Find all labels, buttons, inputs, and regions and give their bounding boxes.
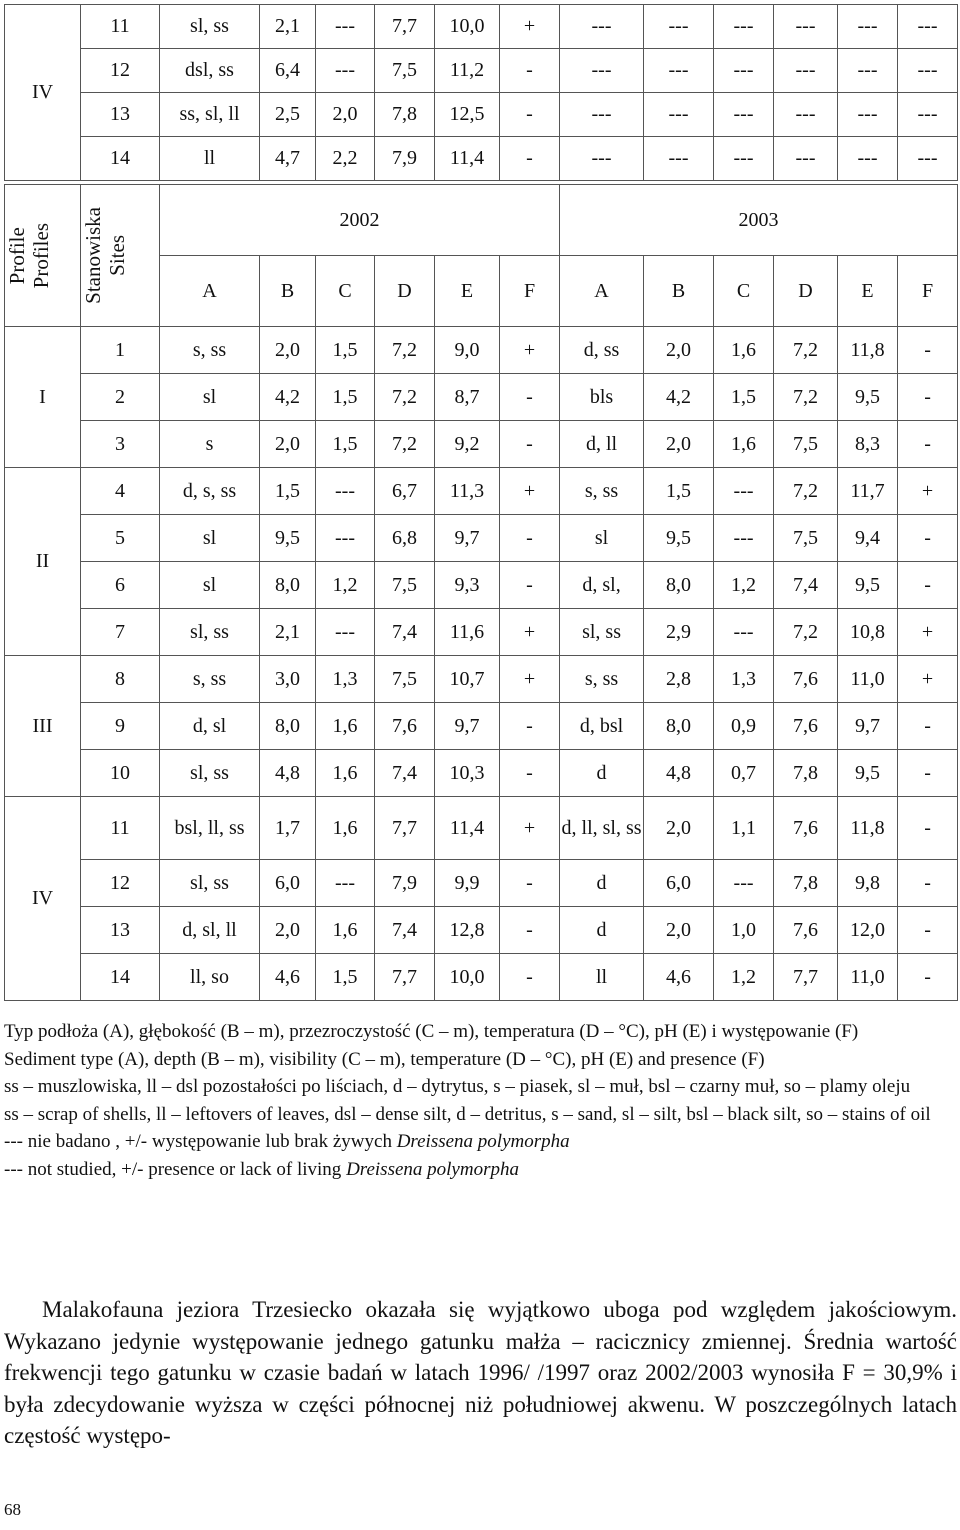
table-cell: 7,7 — [375, 954, 435, 1001]
year-2003-header: 2003 — [560, 185, 958, 256]
table-cell: d, sl — [160, 703, 260, 750]
table-cell: 10 — [81, 750, 160, 797]
table-cell: sl, ss — [160, 5, 260, 49]
table-cell: 1,5 — [714, 374, 774, 421]
table-cell: --- — [714, 609, 774, 656]
table-cell: 0,9 — [714, 703, 774, 750]
table-cell: 3 — [81, 421, 160, 468]
table-cell: - — [500, 750, 560, 797]
table-cell: --- — [316, 5, 375, 49]
table-cell: 7,4 — [375, 907, 435, 954]
table-cell: 7,8 — [375, 93, 435, 137]
table-cell: 2,1 — [260, 5, 316, 49]
table-row — [5, 468, 958, 515]
table-cell: 13 — [81, 907, 160, 954]
profile-cell: III — [5, 656, 81, 797]
table-cell: 7,2 — [375, 327, 435, 374]
table-cell: --- — [714, 137, 774, 181]
table-cell: 11,0 — [838, 954, 898, 1001]
table-cell: 7,7 — [774, 954, 838, 1001]
table-row — [5, 49, 958, 93]
table-cell: ll — [560, 954, 644, 1001]
table-cell: --- — [714, 49, 774, 93]
table-cell: 6,0 — [644, 860, 714, 907]
table-cell: 13 — [81, 93, 160, 137]
table-row — [5, 954, 958, 1001]
table-cell: 2,0 — [644, 327, 714, 374]
table-cell: --- — [714, 93, 774, 137]
table-cell: 11 — [81, 797, 160, 860]
table-cell: d — [560, 907, 644, 954]
table-cell: 1,5 — [260, 468, 316, 515]
table-cell: --- — [714, 515, 774, 562]
table-cell: 7,2 — [774, 609, 838, 656]
table-cell: s — [160, 421, 260, 468]
table-cell: 11,8 — [838, 797, 898, 860]
table-cell: --- — [898, 137, 958, 181]
table-cell: 1,6 — [316, 703, 375, 750]
table-cell: 11,3 — [435, 468, 500, 515]
table-cell: - — [500, 49, 560, 93]
table-row — [5, 515, 958, 562]
table-cell: 2,9 — [644, 609, 714, 656]
table-cell: 5 — [81, 515, 160, 562]
table-cell: 4,6 — [644, 954, 714, 1001]
table-cell: - — [500, 860, 560, 907]
table-cell: 4,8 — [644, 750, 714, 797]
profile-cell: II — [5, 468, 81, 656]
table-cell: 1,2 — [316, 562, 375, 609]
table-cell: - — [500, 137, 560, 181]
table-cell: --- — [316, 515, 375, 562]
table-cell: 9,5 — [644, 515, 714, 562]
table-row — [5, 703, 958, 750]
table-cell: s, ss — [560, 468, 644, 515]
table-cell: 2,0 — [260, 907, 316, 954]
table-cell: 12,5 — [435, 93, 500, 137]
table-cell: 7,5 — [774, 515, 838, 562]
table-cell: 1,5 — [316, 421, 375, 468]
table-cell: - — [500, 515, 560, 562]
table-cell: --- — [560, 137, 644, 181]
table-cell: 1,6 — [316, 750, 375, 797]
column-header: D — [774, 256, 838, 327]
note-legend-pl: Typ podłoża (A), głębokość (B – m), przezroczystość (C – m), temperatura (D – °C), pH (E) i występowanie (F) — [4, 1021, 859, 1042]
species-name: Dreissena polymorpha — [346, 1158, 519, 1180]
table-cell: 2,5 — [260, 93, 316, 137]
table-cell: - — [898, 797, 958, 860]
table-cell: 4 — [81, 468, 160, 515]
table-cell: --- — [898, 5, 958, 49]
table-cell: 9,5 — [838, 562, 898, 609]
table-cell: 12,8 — [435, 907, 500, 954]
column-header: F — [500, 256, 560, 327]
table-cell: 8,0 — [644, 562, 714, 609]
table-cell: 11 — [81, 5, 160, 49]
table-cell: 9,9 — [435, 860, 500, 907]
body-text — [4, 1294, 957, 1452]
table-cell: 2,0 — [316, 93, 375, 137]
table-cell: 1,2 — [714, 954, 774, 1001]
column-header: C — [714, 256, 774, 327]
table-cell: 2,8 — [644, 656, 714, 703]
table-cell: 8,3 — [838, 421, 898, 468]
table-cell: 6,8 — [375, 515, 435, 562]
table-cell: 12 — [81, 860, 160, 907]
table-cell: ll, so — [160, 954, 260, 1001]
table-cell: 8,0 — [260, 703, 316, 750]
table-cell: --- — [774, 137, 838, 181]
table-cell: --- — [838, 49, 898, 93]
table-cell: --- — [644, 5, 714, 49]
table-cell: d — [560, 750, 644, 797]
table-cell: 2,2 — [316, 137, 375, 181]
table-cell: - — [898, 421, 958, 468]
table-cell: 7,2 — [375, 374, 435, 421]
column-header: B — [260, 256, 316, 327]
table-cell: d, s, ss — [160, 468, 260, 515]
table-cell: 7,6 — [774, 656, 838, 703]
table-cell: - — [898, 374, 958, 421]
table-cell: - — [898, 562, 958, 609]
table-cell: 6,4 — [260, 49, 316, 93]
table-cell: 4,8 — [260, 750, 316, 797]
column-header: F — [898, 256, 958, 327]
profile-cell: IV — [5, 797, 81, 1001]
profile-cell: I — [5, 327, 81, 468]
table-cell: d, bsl — [560, 703, 644, 750]
table-cell: - — [500, 907, 560, 954]
sites-header: Stanowiska Sites — [81, 185, 160, 327]
table-cell: - — [500, 93, 560, 137]
table-cell: bls — [560, 374, 644, 421]
table-cell: 11,8 — [838, 327, 898, 374]
table-cell: - — [898, 954, 958, 1001]
column-header: D — [375, 256, 435, 327]
table-row — [5, 327, 958, 374]
table-cell: s, ss — [160, 656, 260, 703]
note-legend-en: Sediment type (A), depth (B – m), visibility (C – m), temperature (D – °C), pH (E) and presence (F) — [4, 1048, 765, 1070]
table-cell: 7,6 — [774, 907, 838, 954]
table-cell: dsl, ss — [160, 49, 260, 93]
table-cell: 8 — [81, 656, 160, 703]
table-cell: + — [500, 468, 560, 515]
profile-header: Profile Profiles — [5, 185, 81, 327]
table-cell: 1,3 — [714, 656, 774, 703]
table-row — [5, 750, 958, 797]
table-cell: sl, ss — [560, 609, 644, 656]
table-row — [5, 5, 958, 49]
table-cell: 4,6 — [260, 954, 316, 1001]
table-cell: - — [500, 374, 560, 421]
table-cell: --- — [774, 93, 838, 137]
table-cell: --- — [714, 860, 774, 907]
table-cell: + — [500, 609, 560, 656]
table-cell: 11,7 — [838, 468, 898, 515]
table-cell: 8,0 — [644, 703, 714, 750]
table-cell: 7,2 — [774, 327, 838, 374]
table-cell: - — [898, 327, 958, 374]
table-row — [5, 137, 958, 181]
species-name: Dreissena polymorpha — [396, 1131, 570, 1152]
table-cell: bsl, ll, ss — [160, 797, 260, 860]
column-header: B — [644, 256, 714, 327]
table-cell: + — [500, 327, 560, 374]
table-cell: 9,7 — [838, 703, 898, 750]
table-cell: --- — [714, 5, 774, 49]
table-cell: 9,0 — [435, 327, 500, 374]
table-cell: 7,4 — [774, 562, 838, 609]
table-cell: --- — [838, 93, 898, 137]
table-cell: + — [898, 656, 958, 703]
table-cell: 10,7 — [435, 656, 500, 703]
table-cell: 7,6 — [375, 703, 435, 750]
table-cell: - — [500, 703, 560, 750]
table-cell: 7,4 — [375, 750, 435, 797]
table-cell: --- — [774, 5, 838, 49]
table-cell: s, ss — [160, 327, 260, 374]
table-cell: 11,4 — [435, 797, 500, 860]
table-cell: 1,5 — [316, 327, 375, 374]
table-cell: 1,6 — [316, 907, 375, 954]
year-header-row — [5, 185, 958, 256]
table-cell: 1,1 — [714, 797, 774, 860]
table-cell: 14 — [81, 954, 160, 1001]
table-cell: sl — [160, 374, 260, 421]
table-cell: 1,6 — [714, 327, 774, 374]
page-number: 68 — [4, 1500, 21, 1519]
table-cell: 7,5 — [774, 421, 838, 468]
table-row — [5, 421, 958, 468]
column-header: E — [435, 256, 500, 327]
table-cell: 9 — [81, 703, 160, 750]
table-cell: 1,5 — [316, 954, 375, 1001]
column-header: E — [838, 256, 898, 327]
table-row — [5, 907, 958, 954]
table-cell: 2 — [81, 374, 160, 421]
table-cell: - — [500, 562, 560, 609]
table-cell: s, ss — [560, 656, 644, 703]
table-cell: 1,6 — [714, 421, 774, 468]
table-row — [5, 609, 958, 656]
table-row — [5, 562, 958, 609]
table-cell: ss, sl, ll — [160, 93, 260, 137]
sediment-table — [4, 184, 958, 1001]
table-cell: 9,2 — [435, 421, 500, 468]
table-cell: 1 — [81, 327, 160, 374]
table-cell: 7,5 — [375, 562, 435, 609]
table-cell: - — [898, 860, 958, 907]
table-cell: --- — [560, 93, 644, 137]
table-cell: 10,0 — [435, 5, 500, 49]
note-symbols-en: --- not studied, +/- presence or lack of living Dreissena polymorpha — [4, 1158, 519, 1180]
note-symbols-pl: --- nie badano , +/- występowanie lub brak żywych Dreissena polymorpha — [4, 1131, 570, 1152]
table-cell: 14 — [81, 137, 160, 181]
table-cell: sl, ss — [160, 860, 260, 907]
table-cell: 12,0 — [838, 907, 898, 954]
table-cell: - — [500, 421, 560, 468]
table-cell: 7,9 — [375, 137, 435, 181]
table-cell: --- — [898, 93, 958, 137]
table-cell: 9,5 — [260, 515, 316, 562]
table-notes — [4, 1018, 957, 1183]
table-cell: 0,7 — [714, 750, 774, 797]
table-cell: 11,2 — [435, 49, 500, 93]
table-cell: 9,3 — [435, 562, 500, 609]
table-cell: --- — [316, 49, 375, 93]
table-cell: - — [898, 750, 958, 797]
table-cell: 10,8 — [838, 609, 898, 656]
table-cell: 9,5 — [838, 750, 898, 797]
table-cell: d, ll — [560, 421, 644, 468]
table-cell: 11,0 — [838, 656, 898, 703]
table-cell: ll — [160, 137, 260, 181]
table-cell: 9,5 — [838, 374, 898, 421]
column-header: A — [560, 256, 644, 327]
table-cell: d, ss — [560, 327, 644, 374]
table-cell: + — [898, 609, 958, 656]
table-cell: 4,2 — [644, 374, 714, 421]
table-cell: --- — [316, 609, 375, 656]
table-cell: --- — [560, 5, 644, 49]
table-cell: --- — [644, 49, 714, 93]
table-row — [5, 93, 958, 137]
table-cell: 7,5 — [375, 49, 435, 93]
table-cell: --- — [644, 93, 714, 137]
table-cell: + — [500, 797, 560, 860]
column-header: C — [316, 256, 375, 327]
table-cell: sl — [560, 515, 644, 562]
table-cell: --- — [316, 860, 375, 907]
table-cell: - — [898, 515, 958, 562]
table-cell: 12 — [81, 49, 160, 93]
table-cell: 4,2 — [260, 374, 316, 421]
table-cell: 9,7 — [435, 703, 500, 750]
profile-cell: IV — [5, 5, 81, 181]
table-cell: 2,0 — [644, 421, 714, 468]
table-cell: 7,8 — [774, 750, 838, 797]
table-cell: --- — [898, 49, 958, 93]
table-cell: 8,7 — [435, 374, 500, 421]
table-cell: --- — [644, 137, 714, 181]
table-cell: d — [560, 860, 644, 907]
table-cell: 7,6 — [774, 797, 838, 860]
table-cell: 9,7 — [435, 515, 500, 562]
table-cell: 7,5 — [375, 656, 435, 703]
table-cell: 1,6 — [316, 797, 375, 860]
table-cell: 7,9 — [375, 860, 435, 907]
table-cell: 2,0 — [644, 797, 714, 860]
table-cell: 7,6 — [774, 703, 838, 750]
table-cell: 11,4 — [435, 137, 500, 181]
table-cell: 6,0 — [260, 860, 316, 907]
table-cell: 1,7 — [260, 797, 316, 860]
table-cell: 7,7 — [375, 5, 435, 49]
table-cell: 2,1 — [260, 609, 316, 656]
note-abbrev-pl: ss – muszlowiska, ll – dsl pozostałości po liściach, d – dytrytus, s – piasek, sl – muł, bsl – czarny muł, so – plamy oleju — [4, 1076, 911, 1097]
table-cell: d, sl, ll — [160, 907, 260, 954]
table-cell: --- — [316, 468, 375, 515]
table-cell: + — [500, 5, 560, 49]
table-cell: sl, ss — [160, 750, 260, 797]
table-cell: - — [500, 954, 560, 1001]
table-cell: 6,7 — [375, 468, 435, 515]
note-abbrev-en: ss – scrap of shells, ll – leftovers of leaves, dsl – dense silt, d – detritus, s – sand, sl – silt, bsl – black silt, so – stains of oil — [4, 1103, 931, 1125]
table-cell: sl — [160, 562, 260, 609]
table-cell: d, sl, — [560, 562, 644, 609]
table-row — [5, 374, 958, 421]
table-cell: sl, ss — [160, 609, 260, 656]
table-cell: 6 — [81, 562, 160, 609]
table-cell: 7,8 — [774, 860, 838, 907]
table-cell: 2,0 — [644, 907, 714, 954]
table-cell: --- — [838, 137, 898, 181]
table-cell: 8,0 — [260, 562, 316, 609]
table-cell: 10,0 — [435, 954, 500, 1001]
table-cell: 1,3 — [316, 656, 375, 703]
table-cell: 9,8 — [838, 860, 898, 907]
table-cell: 1,5 — [316, 374, 375, 421]
table-cell: 7,2 — [375, 421, 435, 468]
table-cell: 9,4 — [838, 515, 898, 562]
table-cell: 2,0 — [260, 327, 316, 374]
table-cell: - — [898, 703, 958, 750]
table-cell: --- — [774, 49, 838, 93]
table-cell: + — [898, 468, 958, 515]
table-cell: 3,0 — [260, 656, 316, 703]
table-cell: 4,7 — [260, 137, 316, 181]
year-2002-header: 2002 — [160, 185, 560, 256]
table-cell: --- — [714, 468, 774, 515]
table-cell: 7,2 — [774, 374, 838, 421]
table-cell: sl — [160, 515, 260, 562]
table-cell: 2,0 — [260, 421, 316, 468]
table-cell: 1,0 — [714, 907, 774, 954]
table-row — [5, 797, 958, 860]
table-cell: --- — [560, 49, 644, 93]
table-cell: 7,2 — [774, 468, 838, 515]
table-cell: 10,3 — [435, 750, 500, 797]
table-cell: 7,4 — [375, 609, 435, 656]
column-header: A — [160, 256, 260, 327]
body-paragraph: Malakofauna jeziora Trzesiecko okazała się wyjątkowo uboga pod względem jakościowym. Wykazano jedynie występowanie jednego gatunku małża – racicznicy zmiennej. Średnia wartość frekwencji tego gatunku w czasie badań w latach 1996/ /1997 oraz 2002/2003 wynosiła F = 30,9% i była zdecydowanie wyższa w części północnej niż południowej akwenu. W poszczególnych latach częstość występo- — [4, 1297, 957, 1448]
table-cell: --- — [838, 5, 898, 49]
table-cell: 7 — [81, 609, 160, 656]
table-cell: 1,5 — [644, 468, 714, 515]
table-cell: 7,7 — [375, 797, 435, 860]
table-row — [5, 860, 958, 907]
table-cell: d, ll, sl, ss — [560, 797, 644, 860]
table-cell: + — [500, 656, 560, 703]
table-cell: - — [898, 907, 958, 954]
continuation-table — [4, 4, 958, 181]
table-row — [5, 656, 958, 703]
table-cell: 11,6 — [435, 609, 500, 656]
table-cell: 1,2 — [714, 562, 774, 609]
